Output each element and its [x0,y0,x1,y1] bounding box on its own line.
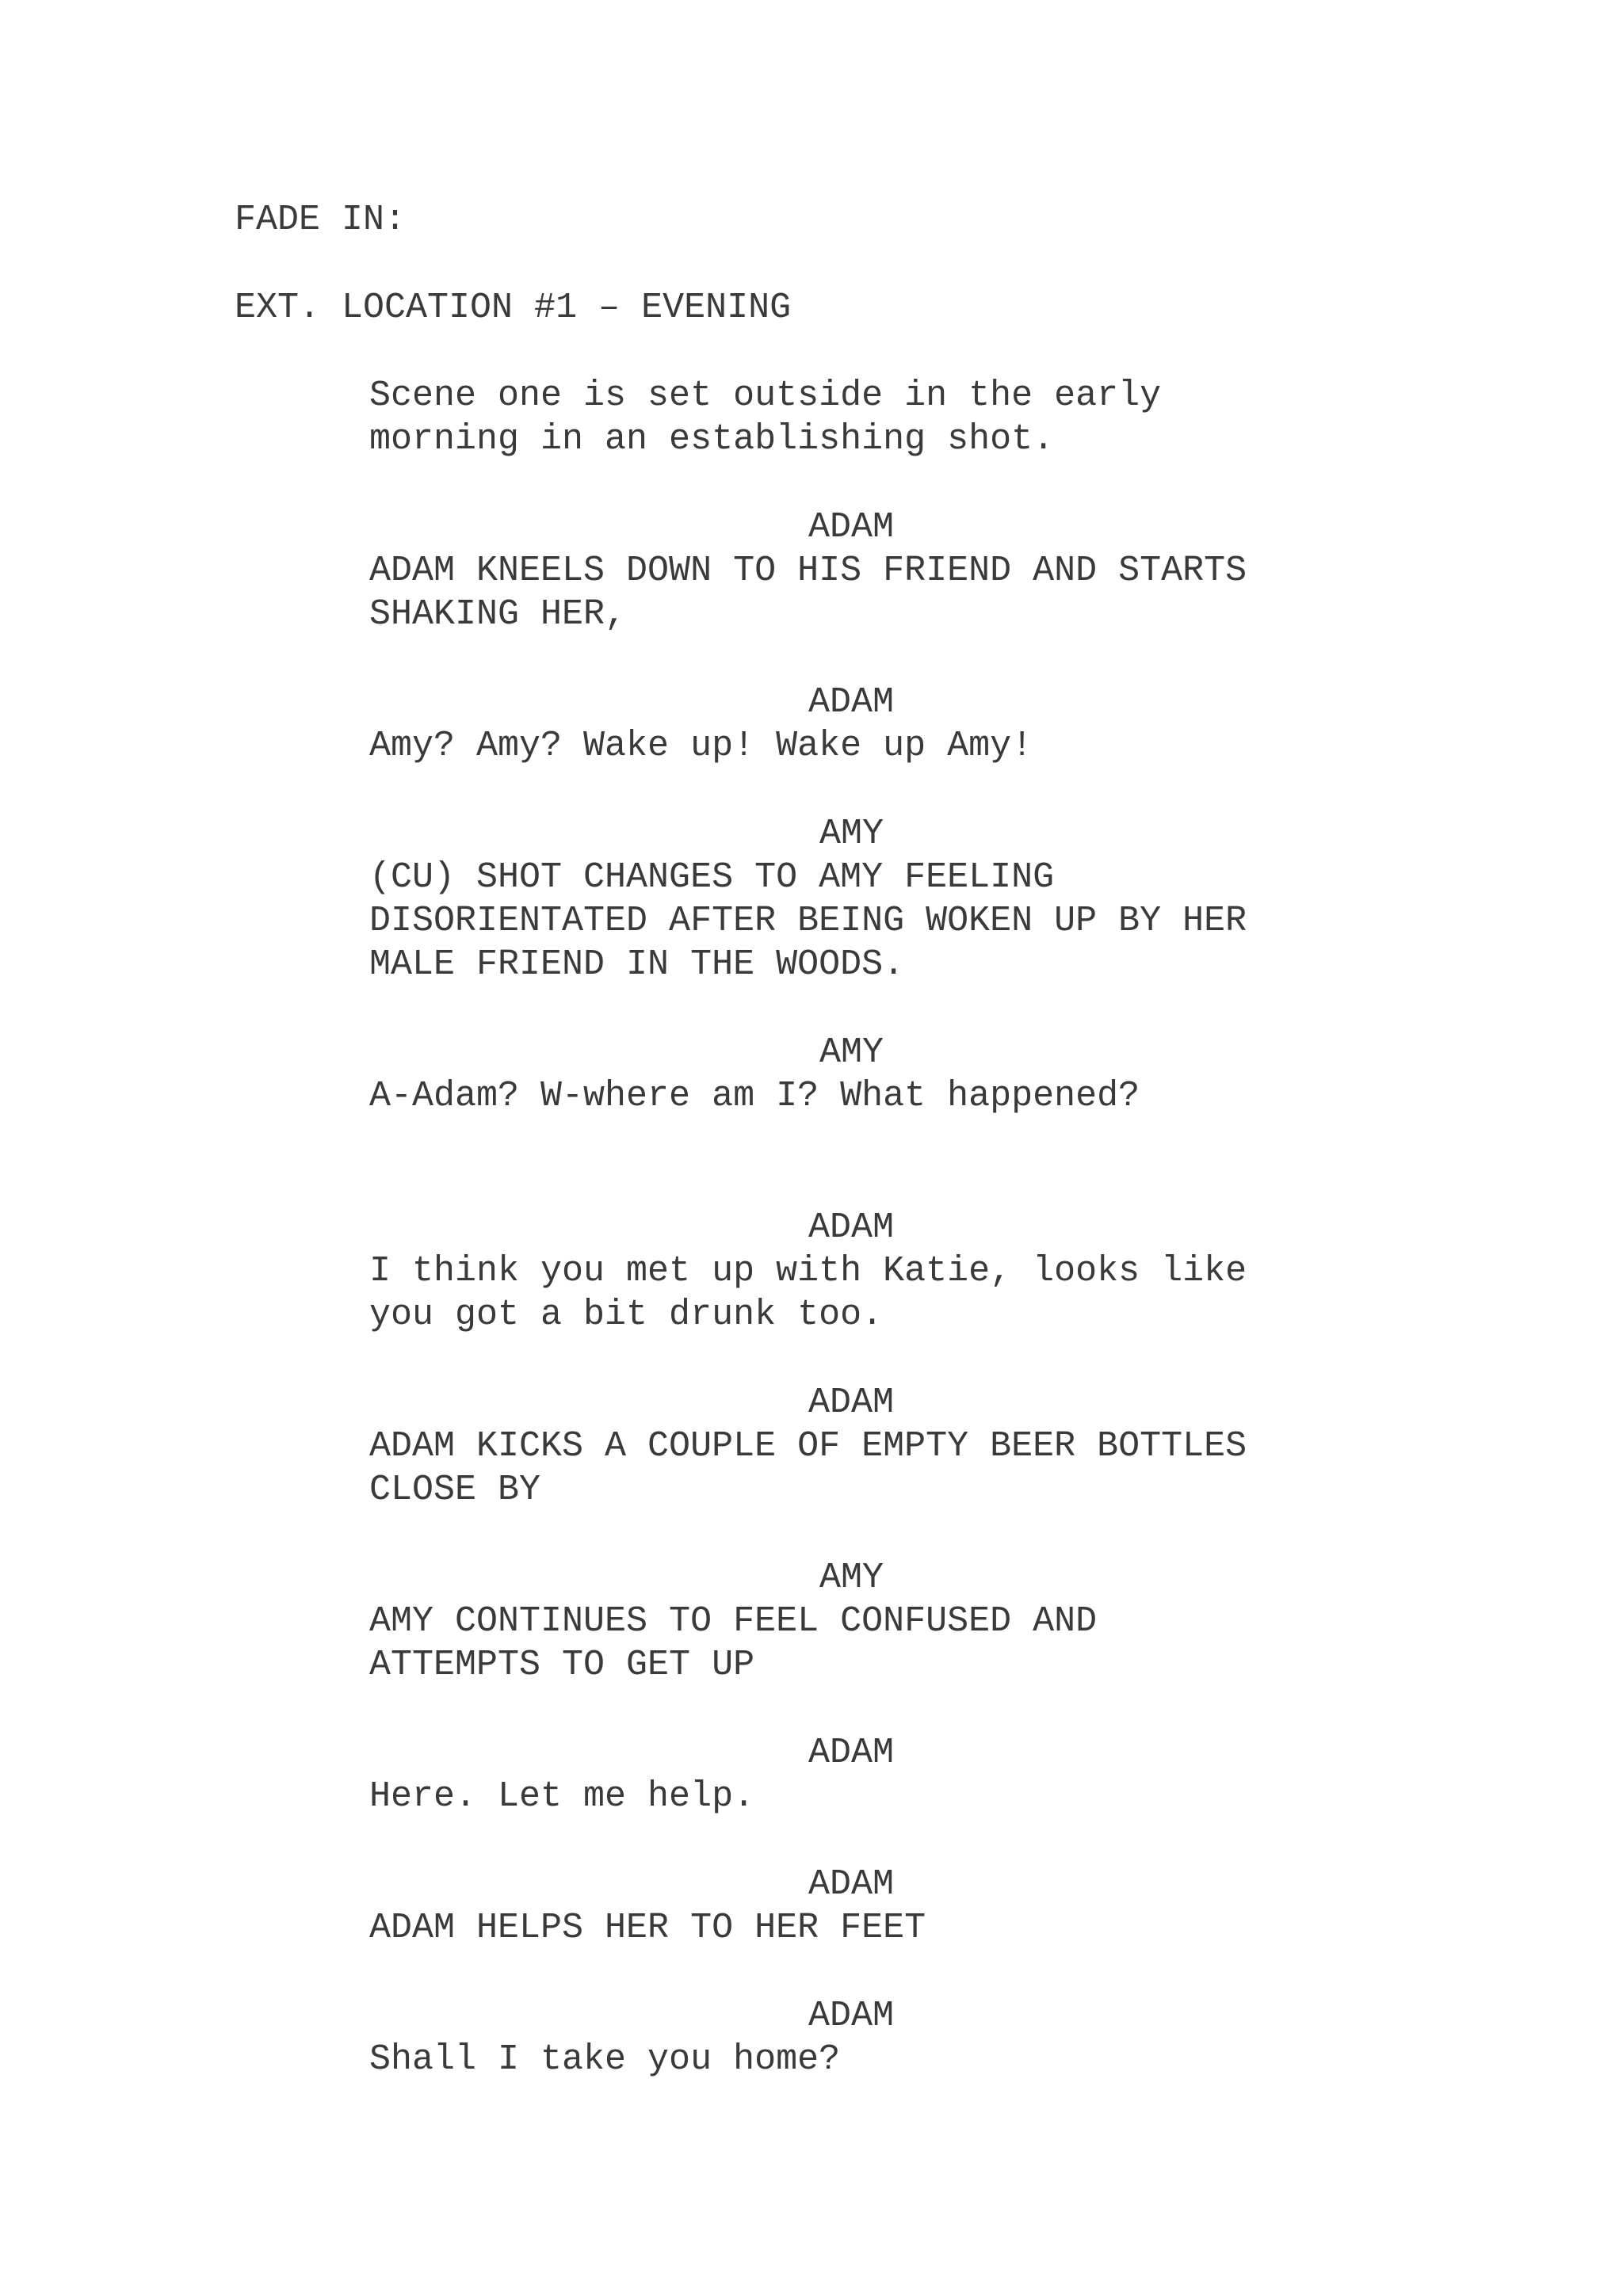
dialogue-line: I think you met up with Katie, looks like [369,1251,1247,1291]
character-name: ADAM [808,1996,895,2036]
action-line: morning in an establishing shot. [369,419,1055,460]
character-name: ADAM [808,507,895,547]
action-line: Scene one is set outside in the early [369,376,1162,416]
dialogue-line: ADAM HELPS HER TO HER FEET [369,1908,926,1948]
dialogue-line: ADAM KICKS A COUPLE OF EMPTY BEER BOTTLES [369,1426,1247,1466]
character-name: ADAM [808,1207,895,1248]
character-name: ADAM [808,682,895,723]
dialogue-line: MALE FRIEND IN THE WOODS. [369,944,905,985]
dialogue-line: you got a bit drunk too. [369,1295,884,1335]
dialogue-line: ADAM KNEELS DOWN TO HIS FRIEND AND STARTS [369,551,1247,591]
character-name: ADAM [808,1864,895,1905]
dialogue-line: A-Adam? W-where am I? What happened? [369,1076,1140,1116]
dialogue-line: SHAKING HER, [369,594,627,635]
character-name: AMY [819,1032,884,1073]
dialogue-line: Here. Let me help. [369,1776,755,1817]
dialogue-line: AMY CONTINUES TO FEEL CONFUSED AND [369,1601,1098,1642]
character-name: ADAM [808,1383,895,1423]
dialogue-line: Shall I take you home? [369,2039,841,2080]
dialogue-line: (CU) SHOT CHANGES TO AMY FEELING [369,857,1055,898]
dialogue-line: DISORIENTATED AFTER BEING WOKEN UP BY HER [369,901,1247,941]
dialogue-line: CLOSE BY [369,1470,541,1510]
transition: FADE IN: [235,200,407,240]
scene-heading: EXT. LOCATION #1 – EVENING [235,288,792,328]
dialogue-line: Amy? Amy? Wake up! Wake up Amy! [369,726,1033,766]
character-name: AMY [819,1558,884,1598]
character-name: AMY [819,814,884,854]
dialogue-line: ATTEMPTS TO GET UP [369,1645,755,1685]
character-name: ADAM [808,1733,895,1773]
